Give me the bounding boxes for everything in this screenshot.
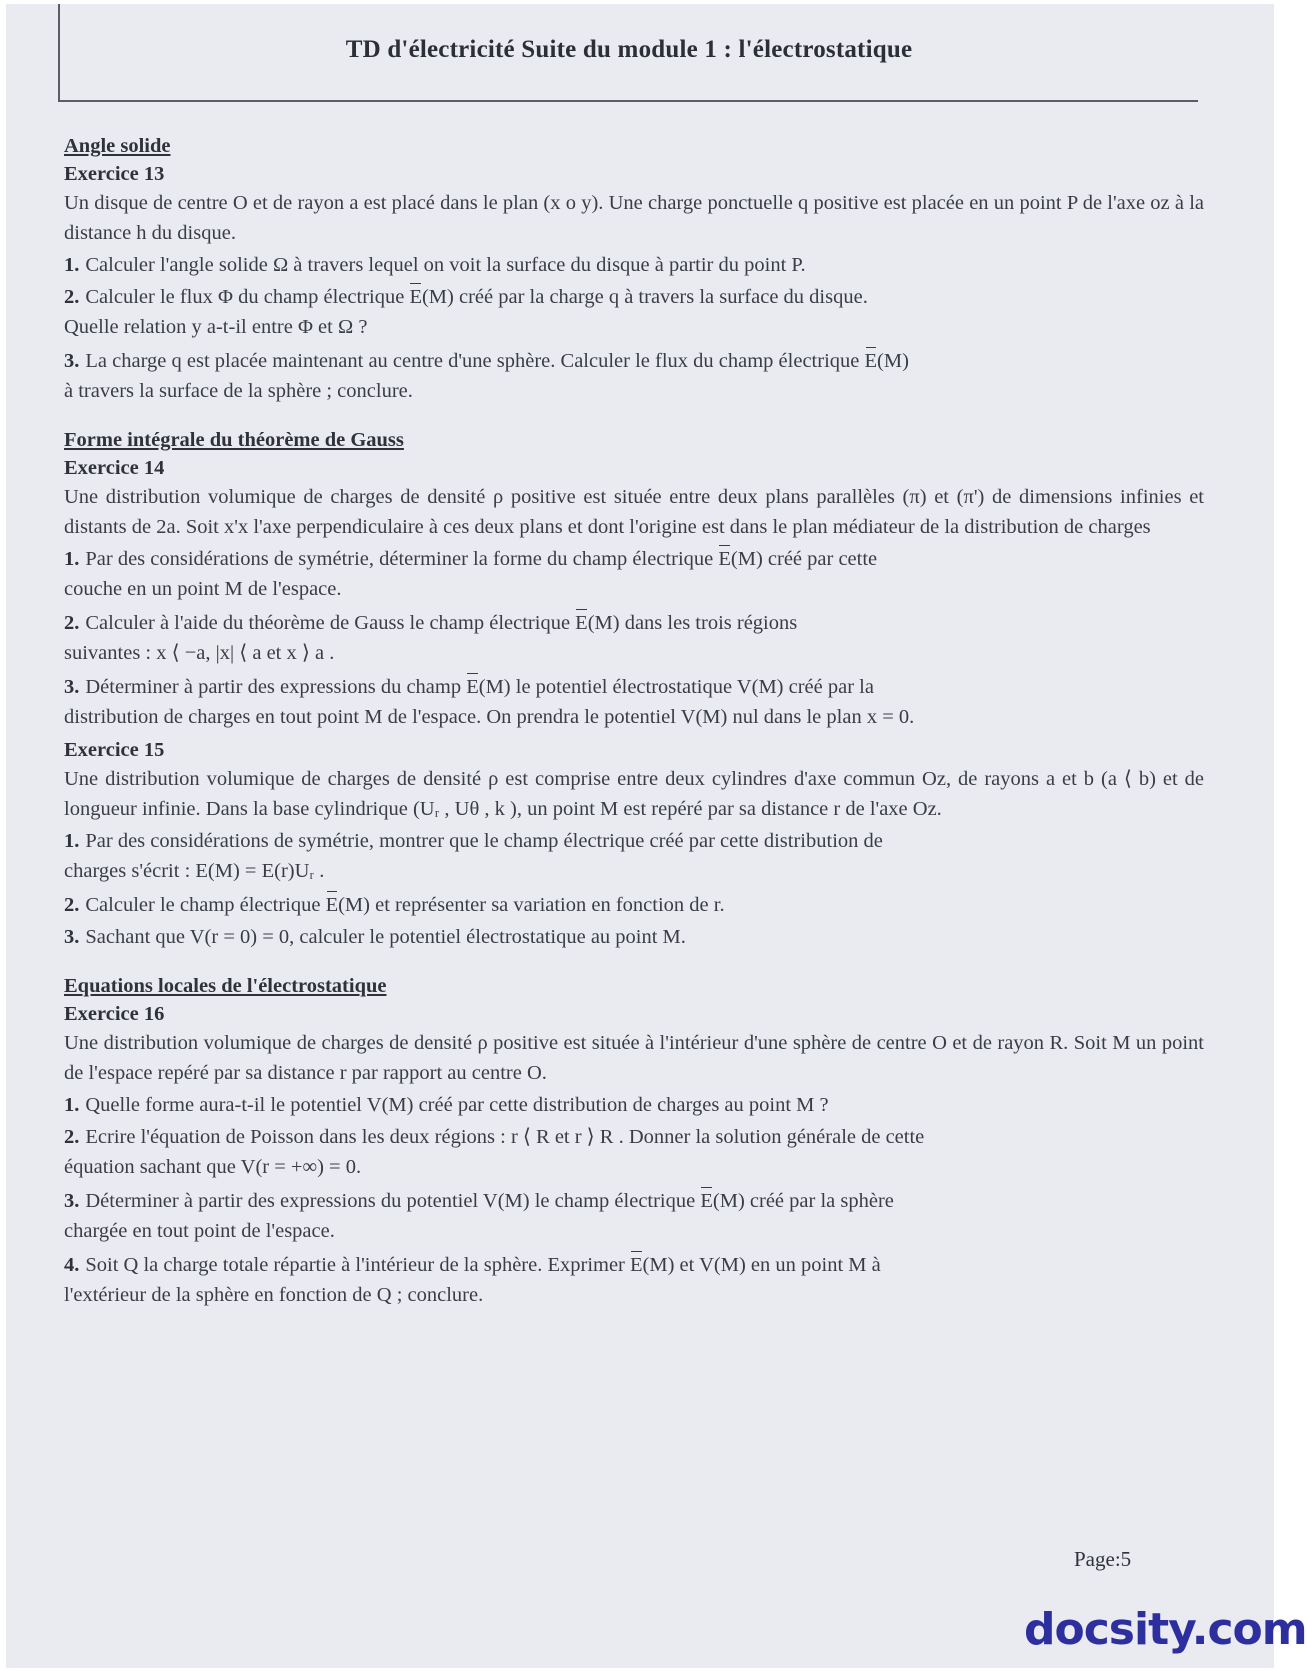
exercise-statement: Une distribution volumique de charges de densité ρ est comprise entre deux cylindres d'axe commun Oz, de rayons a et b (a ⟨ b) et de longueur infinie. Dans la base cylindrique (Uᵣ , Uθ , k ), un point M est repéré par sa distance r de l'axe Oz. [64,768,1204,820]
question-item [64,250,1204,280]
docsity-watermark-logo: docsity.com [1024,1604,1307,1655]
page-title: TD d'électricité Suite du module 1 : l'électrostatique [345,36,913,63]
question-text: Déterminer à partir des expressions du potentiel V(M) le champ électrique [85,1190,696,1212]
question-number: 1. [64,254,80,276]
question-continuation: charges s'écrit : E(M) = E(r)Uᵣ . [64,860,325,882]
question-continuation: l'extérieur de la sphère en fonction de Q ; conclure. [64,1284,484,1306]
question-text-continued: (M) et représenter sa variation en fonction de r. [338,894,725,916]
exercise-title: Exercice 16 [64,1003,165,1025]
question-item [64,672,1204,702]
question-text-continued: (M) le potentiel électrostatique V(M) créé par la [478,676,874,698]
question-text: La charge q est placée maintenant au centre d'une sphère. Calculer le flux du champ électrique [85,350,860,372]
question-number: 4. [64,1254,80,1276]
exercise-title: Exercice 15 [64,739,165,761]
question-item [64,922,1204,952]
question-item [64,282,1204,312]
question-text: Quelle forme aura-t-il le potentiel V(M) créé par cette distribution de charges au point M ? [85,1094,829,1116]
question-continuation: équation sachant que V(r = +∞) = 0. [64,1156,362,1178]
question-number: 1. [64,548,80,570]
exercise-statement: Une distribution volumique de charges de densité ρ positive est située à l'intérieur d'une sphère de centre O et de rayon R. Soit M un point de l'espace repéré par sa distance r par rapport au centre O. [64,1032,1204,1084]
vector-symbol: E [326,890,339,920]
question-number: 2. [64,286,80,308]
vector-symbol: E [575,608,588,638]
vector-symbol: E [466,672,479,702]
title-frame [58,4,1198,102]
question-text: Par des considérations de symétrie, déterminer la forme du champ électrique [85,548,714,570]
page-number: Page:5 [1074,1547,1132,1571]
question-item [64,890,1204,920]
question-text-continued: (M) créé par cette [730,548,878,570]
question-number: 2. [64,612,80,634]
question-text-continued: (M) dans les trois régions [587,612,798,634]
question-text: Sachant que V(r = 0) = 0, calculer le potentiel électrostatique au point M. [85,926,686,948]
question-text-continued: (M) [877,350,909,372]
question-text-continued: (M) créé par la charge q à travers la surface du disque. [421,286,868,308]
question-text: Calculer le flux Φ du champ électrique [85,286,405,308]
question-text-continued: (M) créé par la sphère [712,1190,894,1212]
vector-symbol: E [700,1186,713,1216]
exercise-statement: Une distribution volumique de charges de densité ρ positive est située entre deux plans parallèles (π) et (π') de dimensions infinies et distants de 2a. Soit x'x l'axe perpendiculaire à ces deux plans et dont l'origine est dans le plan médiateur de la distribution de charges [64,486,1204,538]
question-continuation: distribution de charges en tout point M de l'espace. On prendra le potentiel V(M) nul dans le plan x = 0. [64,706,915,728]
section-heading: Angle solide [64,135,171,157]
question-text: Par des considérations de symétrie, montrer que le champ électrique créé par cette distribution de [85,830,883,852]
question-item [64,346,1204,376]
question-item [64,1122,1204,1152]
question-number: 3. [64,350,80,372]
question-continuation: couche en un point M de l'espace. [64,578,342,600]
question-text: Calculer l'angle solide Ω à travers lequel on voit la surface du disque à partir du point P. [85,254,806,276]
exercise-title: Exercice 13 [64,163,165,185]
vector-symbol: E [409,282,422,312]
question-number: 3. [64,926,80,948]
exercise-statement: Un disque de centre O et de rayon a est placé dans le plan (x o y). Une charge ponctuelle q positive est placée en un point P de l'axe oz à la distance h du disque. [64,192,1204,244]
question-item [64,1186,1204,1216]
question-continuation: à travers la surface de la sphère ; conclure. [64,380,413,402]
question-number: 2. [64,1126,80,1148]
question-text: Calculer à l'aide du théorème de Gauss le champ électrique [85,612,571,634]
question-text: Calculer le champ électrique [85,894,321,916]
question-text: Ecrire l'équation de Poisson dans les deux régions : r ⟨ R et r ⟩ R . Donner la solution générale de cette [85,1126,925,1148]
vector-symbol: E [865,346,878,376]
question-number: 1. [64,830,80,852]
vector-symbol: E [630,1250,643,1280]
question-number: 3. [64,1190,80,1212]
question-text: Soit Q la charge totale répartie à l'intérieur de la sphère. Exprimer [85,1254,625,1276]
question-item [64,1090,1204,1120]
question-number: 2. [64,894,80,916]
question-item [64,544,1204,574]
section-heading: Forme intégrale du théorème de Gauss [64,429,404,451]
question-item [64,826,1204,856]
question-continuation: Quelle relation y a-t-il entre Φ et Ω ? [64,316,368,338]
exercise-title: Exercice 14 [64,457,165,479]
question-number: 3. [64,676,80,698]
question-text-continued: (M) et V(M) en un point M à [642,1254,881,1276]
question-text: Déterminer à partir des expressions du champ [85,676,462,698]
question-continuation: chargée en tout point de l'espace. [64,1220,335,1242]
question-item [64,608,1204,638]
document-page [6,4,1307,1668]
document-body [64,132,1204,1314]
section-heading: Equations locales de l'électrostatique [64,975,387,997]
question-number: 1. [64,1094,80,1116]
vector-symbol: E [718,544,731,574]
question-item [64,1250,1204,1280]
question-continuation: suivantes : x ⟨ −a, |x| ⟨ a et x ⟩ a . [64,642,335,664]
